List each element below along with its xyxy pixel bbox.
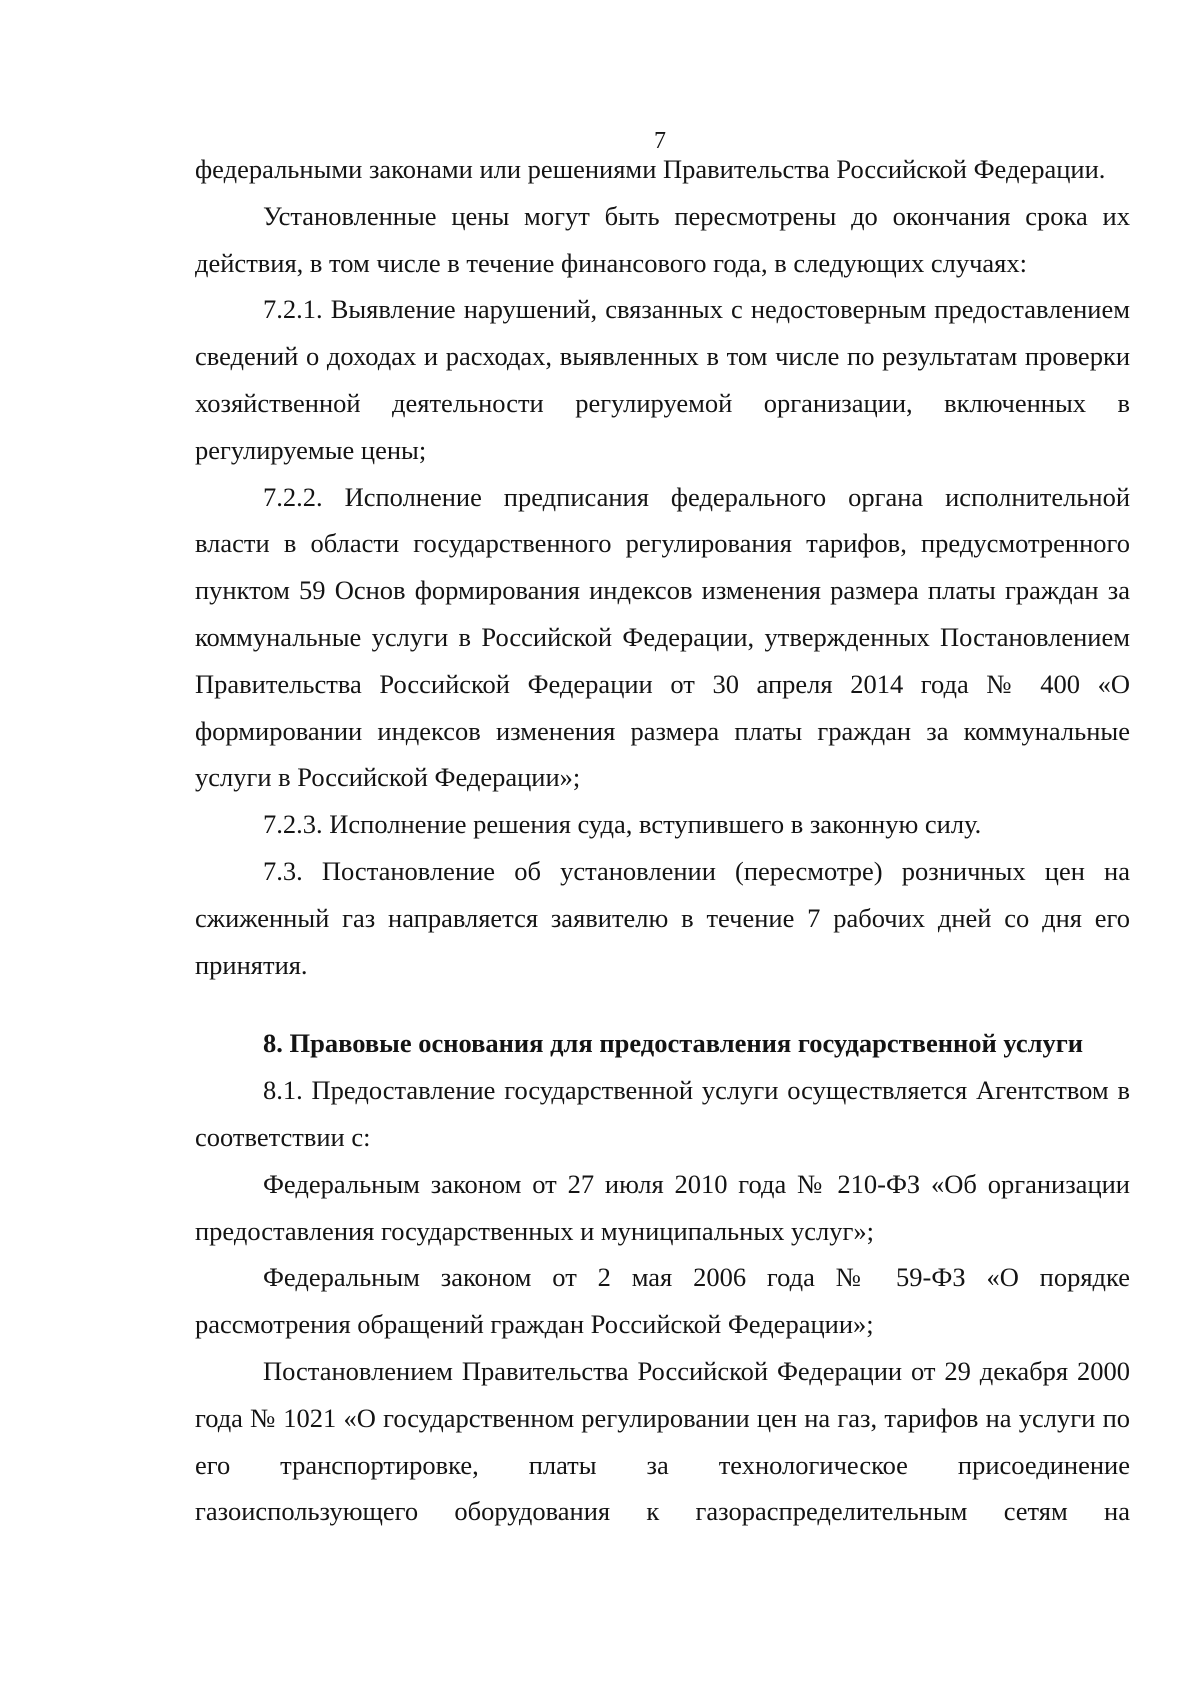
paragraph-continuation: федеральными законами или решениями Правительства Российской Федерации. (195, 154, 1106, 184)
paragraph-7-3: 7.3. Постановление об установлении (пересмотре) розничных цен на сжиженный газ направляется заявителю в течение 7 рабочих дней со дня его принятия. (195, 855, 1130, 980)
paragraph-law-59fz: Федеральным законом от 2 мая 2006 года № 59-ФЗ «О порядке рассмотрения обращений граждан Российской Федерации»; (195, 1262, 1130, 1340)
paragraph-resolution-1021: Постановлением Правительства Российской Федерации от 29 декабря 2000 года № 1021 «О государственном регулировании цен на газ, тарифов на услуги по его транспортировке, платы за технологическое присоединение газоиспользующего оборудования к газораспределительным сетям на (195, 1355, 1130, 1527)
paragraph-law-210fz: Федеральным законом от 27 июля 2010 года № 210-ФЗ «Об организации предоставления государственных и муниципальных услуг»; (195, 1168, 1130, 1246)
paragraph-7-2-3: 7.2.3. Исполнение решения суда, вступившего в законную силу. (263, 809, 982, 840)
paragraph-price-revision: Установленные цены могут быть пересмотрены до окончания срока их действия, в том числе в течение финансового года, в следующих случаях: (195, 200, 1130, 278)
paragraph-8-1: 8.1. Предоставление государственной услуги осуществляется Агентством в соответствии с: (195, 1075, 1130, 1152)
section-heading-8: 8. Правовые основания для предоставления государственной услуги (263, 1028, 1084, 1059)
document-body (195, 146, 1130, 1535)
paragraph-7-2-1: 7.2.1. Выявление нарушений, связанных с недостоверным предоставлением сведений о доходах и расходах, выявленных в том числе по результатам проверки хозяйственной деятельности регулируемой организации, включенных в регулируемые цены; (195, 294, 1130, 465)
page-number: 7 (654, 128, 666, 154)
paragraph-7-2-2: 7.2.2. Исполнение предписания федерального органа исполнительной власти в области государственного регулирования тарифов, предусмотренного пунктом 59 Основ формирования индексов изменения размера платы граждан за коммунальные услуги в Российской Федерации, утвержденных Постановлением Правительства Российской Федерации от 30 апреля 2014 года № 400 «О формировании индексов изменения размера платы граждан за коммунальные услуги в Российской Федерации»; (195, 481, 1130, 793)
